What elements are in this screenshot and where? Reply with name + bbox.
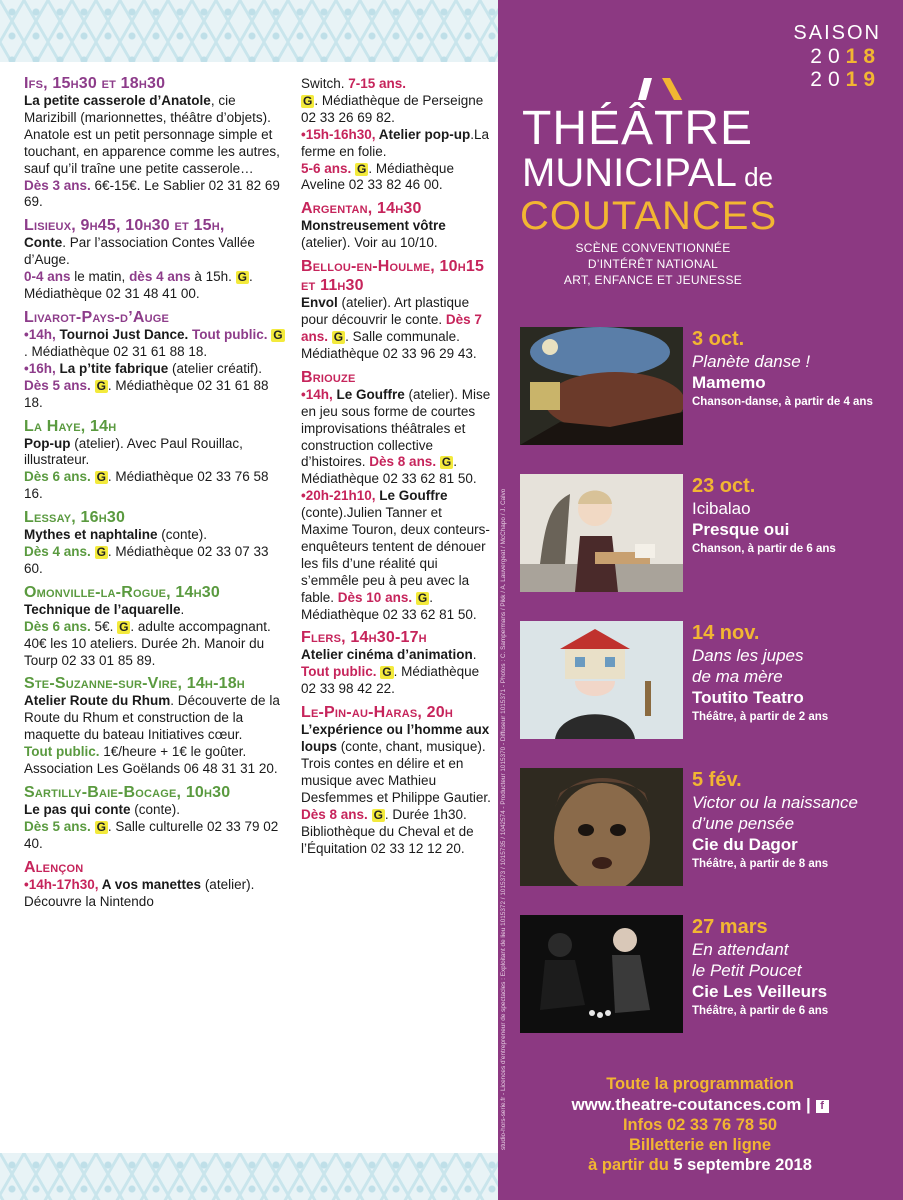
season-word: SAISON — [793, 22, 881, 44]
event-text: (atelier). Art plastique pour découvrir le conte. — [301, 295, 470, 328]
decorative-pattern-top — [0, 0, 498, 62]
show-card-toutito — [520, 621, 890, 741]
town-heading: Lessay, 16h30 — [24, 509, 126, 527]
town-heading: Lisieux, 9h45, 10h30 et 15h, — [24, 217, 225, 235]
event-time: •16h, — [24, 360, 56, 376]
event-text: (atelier). Voir au 10/10. — [301, 235, 438, 251]
town-heading: Sartilly-Baie-Bocage, 10h30 — [24, 784, 231, 801]
credits-text — [500, 1136, 510, 1150]
event-title: Envol — [301, 295, 338, 311]
event-text: . — [472, 647, 477, 663]
town-heading: La Haye, 14h — [24, 417, 117, 435]
event-details: . Médiathèque 02 31 48 41 00. — [24, 269, 253, 302]
event-details: . Médiathèque 02 31 61 88 18. — [24, 377, 269, 410]
footer-programme: Toute la programmation — [606, 1075, 794, 1093]
infos-label: Infos — [622, 1116, 667, 1134]
event-text: Switch. — [301, 76, 345, 91]
entry-bellou — [301, 257, 491, 363]
event-time: •20h-21h10, — [301, 488, 376, 504]
footer-billetterie: Billetterie en ligne — [628, 1136, 772, 1154]
event-title: Conte — [24, 235, 63, 251]
event-title: Le pas qui conte — [24, 802, 131, 817]
show-genre: Chanson-danse, à partir de 4 ans — [692, 396, 873, 408]
town-heading: Argentan, 14h30 — [301, 200, 422, 218]
event-text: (conte, chant, musique). Trois contes en délire et en musique avec Mathieu Desfemmes et Philippe Gautier. — [301, 739, 491, 805]
event-details: . Médiathèque Aveline 02 33 82 46 00. — [301, 160, 454, 193]
decorative-pattern-bottom — [0, 1153, 498, 1200]
show-date: 23 oct. — [692, 475, 756, 497]
show-subtitle: d’une pensée — [692, 814, 795, 833]
title-de: de — [736, 162, 773, 192]
age-label: Dès 6 ans. — [24, 618, 91, 634]
show-company: Cie du Dagor — [692, 835, 798, 854]
show-date: 27 mars — [692, 916, 768, 938]
show-info — [692, 327, 892, 411]
agenda-column-2 — [301, 76, 491, 862]
age-label: Dès 3 ans. — [24, 177, 91, 193]
event-title: Tournoi Just Dance. — [55, 326, 189, 342]
from-label: à partir du — [588, 1156, 674, 1174]
subtitle-line: D’INTÉRÊT NATIONAL — [587, 257, 719, 271]
free-badge: G — [357, 161, 367, 176]
event-details: . Médiathèque 02 33 62 81 50. — [301, 589, 477, 622]
town-heading: Ifs, 15h30 et 18h30 — [24, 75, 166, 92]
show-company: Mamemo — [692, 373, 766, 392]
event-details: 1€/heure + 1€ le goûter. Association Les Goëlands 06 48 31 31 20. — [24, 744, 278, 777]
town-heading: Bellou-en-Houlme, 10h15 et 11h30 — [301, 258, 485, 295]
event-title: Atelier cinéma d’animation — [301, 647, 473, 663]
show-info — [692, 474, 892, 558]
entry-la-haye — [24, 417, 286, 504]
show-info — [692, 621, 892, 726]
age-label: Dès 6 ans. — [24, 469, 91, 485]
entry-le-pin — [301, 703, 491, 857]
show-subtitle: de ma mère — [692, 667, 783, 686]
entry-ste-suzanne — [24, 674, 286, 778]
age-label: 7-15 ans. — [344, 76, 407, 91]
town-heading: Flers, 14h30-17h — [301, 629, 427, 647]
age-label: Dès 8 ans. — [301, 806, 368, 822]
event-text: (atelier). Mise en jeu sous forme de courtes improvisations théâtrales et construction collective d’histoires. — [301, 386, 491, 470]
age-label: Dès 5 ans. — [24, 377, 91, 393]
event-text: (conte). — [130, 802, 181, 817]
show-genre: Théâtre, à partir de 8 ans — [692, 858, 829, 870]
event-text: 5€. — [90, 618, 118, 634]
event-title: Mythes et naphtaline — [24, 527, 158, 543]
age-label: Tout public. — [188, 326, 268, 342]
show-date: 14 nov. — [692, 622, 760, 644]
show-genre: Chanson, à partir de 6 ans — [692, 543, 836, 555]
year-suffix: 18 — [845, 45, 881, 68]
entry-livarot — [24, 308, 286, 412]
free-badge: G — [96, 545, 106, 560]
town-heading: Livarot-Pays-d’Auge — [24, 308, 170, 326]
entry-lisieux — [24, 216, 286, 303]
town-heading: Alençon — [24, 858, 84, 876]
show-card-presque-oui — [520, 474, 890, 594]
event-title: Monstreusement vôtre — [301, 218, 446, 234]
title-municipal-word: MUNICIPAL — [522, 151, 737, 195]
show-company: Cie Les Veilleurs — [692, 982, 828, 1001]
event-time: •14h-17h30, — [24, 876, 99, 892]
year-prefix: 20 — [810, 68, 846, 91]
entry-ifs — [24, 74, 286, 211]
infos-phone: 02 33 76 78 50 — [666, 1116, 778, 1134]
facebook-icon[interactable]: f — [816, 1100, 829, 1113]
agenda-column-1 — [24, 74, 286, 916]
website-link[interactable]: www.theatre-coutances.com — [571, 1095, 802, 1114]
event-title: La p’tite fabrique — [55, 360, 169, 376]
year-prefix: 20 — [810, 45, 846, 68]
entry-briouze — [301, 368, 491, 624]
event-time: •14h, — [24, 326, 56, 342]
age-label: Dès 7 ans. — [301, 312, 482, 344]
show-genre: Théâtre, à partir de 6 ans — [692, 1005, 829, 1017]
event-details: . Médiathèque 02 33 98 42 22. — [301, 664, 480, 697]
event-time: •14h, — [301, 386, 333, 402]
show-card-dagor — [520, 768, 890, 888]
show-subtitle: Victor ou la naissance — [692, 793, 859, 812]
age-label: Tout public. — [301, 664, 377, 680]
age-label: Tout public. — [24, 744, 100, 760]
entry-omonville — [24, 583, 286, 670]
show-company: Toutito Teatro — [692, 688, 804, 707]
subtitle — [528, 240, 778, 288]
show-info — [692, 915, 892, 1020]
free-badge: G — [96, 819, 106, 834]
event-text: (atelier créatif). — [168, 360, 263, 376]
event-title: L’expérience ou l’homme aux loups — [301, 722, 490, 755]
event-details: 6€-15€. Le Sablier 02 31 82 69 69. — [24, 177, 280, 210]
entry-argentan — [301, 199, 491, 252]
event-details: . Médiathèque 02 33 76 58 16. — [24, 469, 269, 502]
show-card-mamemo — [520, 327, 890, 447]
show-company: Presque oui — [692, 520, 790, 539]
show-card-veilleurs — [520, 915, 890, 1035]
subtitle-line: ART, ENFANCE ET JEUNESSE — [563, 273, 743, 287]
show-date: 3 oct. — [692, 328, 745, 350]
age-label: Dès 8 ans. — [365, 454, 437, 470]
show-subtitle: Planète danse ! — [692, 352, 811, 371]
age-label: 0-4 ans — [24, 269, 71, 285]
age-label: dès 4 ans — [129, 269, 191, 285]
show-subtitle: Dans les jupes — [692, 646, 804, 665]
event-title: A vos manettes — [98, 876, 202, 892]
event-details: . Durée 1h30. Bibliothèque du Cheval et de l’Équitation 02 33 12 12 20. — [301, 806, 474, 856]
free-badge: G — [96, 470, 106, 485]
town-heading: Briouze — [301, 368, 356, 386]
age-label: Dès 4 ans. — [24, 544, 91, 560]
show-subtitle: le Petit Poucet — [692, 961, 802, 980]
event-text: . — [180, 601, 185, 617]
free-badge: G — [441, 455, 452, 470]
title-theatre: THÉÂTRE — [522, 102, 754, 155]
event-text: (conte). — [157, 527, 208, 543]
subtitle-line: SCÈNE CONVENTIONNÉE — [575, 241, 731, 255]
title-coutances: COUTANCES — [520, 194, 778, 238]
event-details: . Médiathèque de Perseigne 02 33 26 69 82. — [301, 92, 484, 125]
footer-infos — [520, 1115, 880, 1135]
show-photo — [520, 768, 683, 886]
event-details: . Salle communale. Médiathèque 02 33 96 29 43. — [301, 328, 477, 361]
event-text: à 15h. — [190, 269, 236, 285]
show-photo — [520, 915, 683, 1033]
free-badge: G — [373, 807, 383, 822]
entry-alencon-continued — [301, 76, 491, 194]
event-title: La petite casserole d’Anatole — [24, 93, 211, 108]
event-details: . Médiathèque 02 33 62 81 50. — [301, 454, 477, 487]
event-text: (atelier). Découvre la Nintendo — [24, 876, 255, 909]
event-details: . Salle culturelle 02 33 79 02 40. — [24, 818, 279, 851]
event-text: .La ferme en folie. — [301, 126, 490, 159]
opening-date: 5 septembre 2018 — [673, 1156, 812, 1174]
separator: | — [801, 1095, 816, 1114]
town-heading: Omonville-la-Rogue, 14h30 — [24, 583, 220, 601]
theatre-logo-icon — [636, 78, 684, 104]
event-time: •15h-16h30, — [301, 126, 376, 142]
footer-date — [520, 1155, 880, 1175]
show-date: 5 fév. — [692, 769, 742, 791]
event-text: le matin, — [70, 269, 130, 285]
event-title: Pop-up — [24, 435, 71, 451]
age-label: Dès 10 ans. — [334, 589, 413, 605]
event-details: . Médiathèque 02 33 07 33 60. — [24, 544, 269, 576]
entry-flers — [301, 628, 491, 698]
season-year-2 — [793, 68, 881, 91]
event-text: . Par l’association Contes Vallée d’Auge. — [24, 235, 255, 268]
show-genre: Théâtre, à partir de 2 ans — [692, 711, 829, 723]
show-info — [692, 768, 892, 873]
town-heading: Ste-Suzanne-sur-Vire, 14h-18h — [24, 675, 245, 693]
event-title: Technique de l’aquarelle — [24, 601, 181, 617]
free-badge: G — [333, 329, 344, 344]
entry-lessay — [24, 508, 286, 578]
town-heading: Le-Pin-au-Haras, 20h — [301, 704, 454, 722]
age-label: 5-6 ans. — [301, 160, 352, 176]
event-text: , cie Marizibill (marionnettes, théâtre d’objets). Anatole est un petit personnage simple et touchant, en apparence comme les autres, sauf qu’il traîne une petite casserole… — [24, 93, 280, 176]
season-label — [793, 22, 881, 91]
event-details: . adulte accompagnant. 40€ les 10 ateliers. Durée 2h. Manoir du Tourp 02 33 01 85 89. — [24, 618, 271, 668]
free-badge: G — [382, 665, 392, 680]
age-label: Dès 5 ans. — [24, 818, 91, 834]
free-badge: G — [237, 270, 247, 285]
event-title: Atelier Route du Rhum — [24, 693, 171, 709]
free-badge: G — [96, 378, 106, 393]
show-photo — [520, 327, 683, 445]
show-subtitle: En attendant — [692, 940, 789, 959]
event-title: Atelier pop-up — [375, 126, 471, 142]
season-year-1 — [793, 45, 881, 68]
show-photo — [520, 621, 683, 739]
year-suffix: 19 — [845, 68, 881, 91]
free-badge: G — [303, 93, 313, 108]
footer-url-line — [520, 1094, 880, 1115]
event-text: (atelier). Avec Paul Rouillac, illustrateur. — [24, 435, 243, 468]
event-text: (conte).Julien Tanner et Maxime Touron, deux conteurs-enquêteurs tentent de dénouer les fils d’une réalité qui s’emmêle peu à peu avec la fable. — [301, 505, 490, 605]
event-title: Le Gouffre — [332, 386, 405, 402]
free-badge: G — [273, 327, 283, 342]
free-badge: G — [417, 590, 428, 605]
event-text: . Découverte de la Route du Rhum et construction de la maquette du bateau Initiatives cœur. — [24, 693, 280, 743]
event-title: Le Gouffre — [375, 488, 448, 504]
show-photo — [520, 474, 683, 592]
panel-footer — [520, 1074, 880, 1175]
event-details: . Médiathèque 02 31 61 88 18. — [24, 343, 208, 359]
show-subtitle: Icibalao — [692, 499, 751, 518]
entry-sartilly — [24, 783, 286, 853]
free-badge: G — [119, 619, 129, 634]
entry-alencon — [24, 858, 286, 911]
